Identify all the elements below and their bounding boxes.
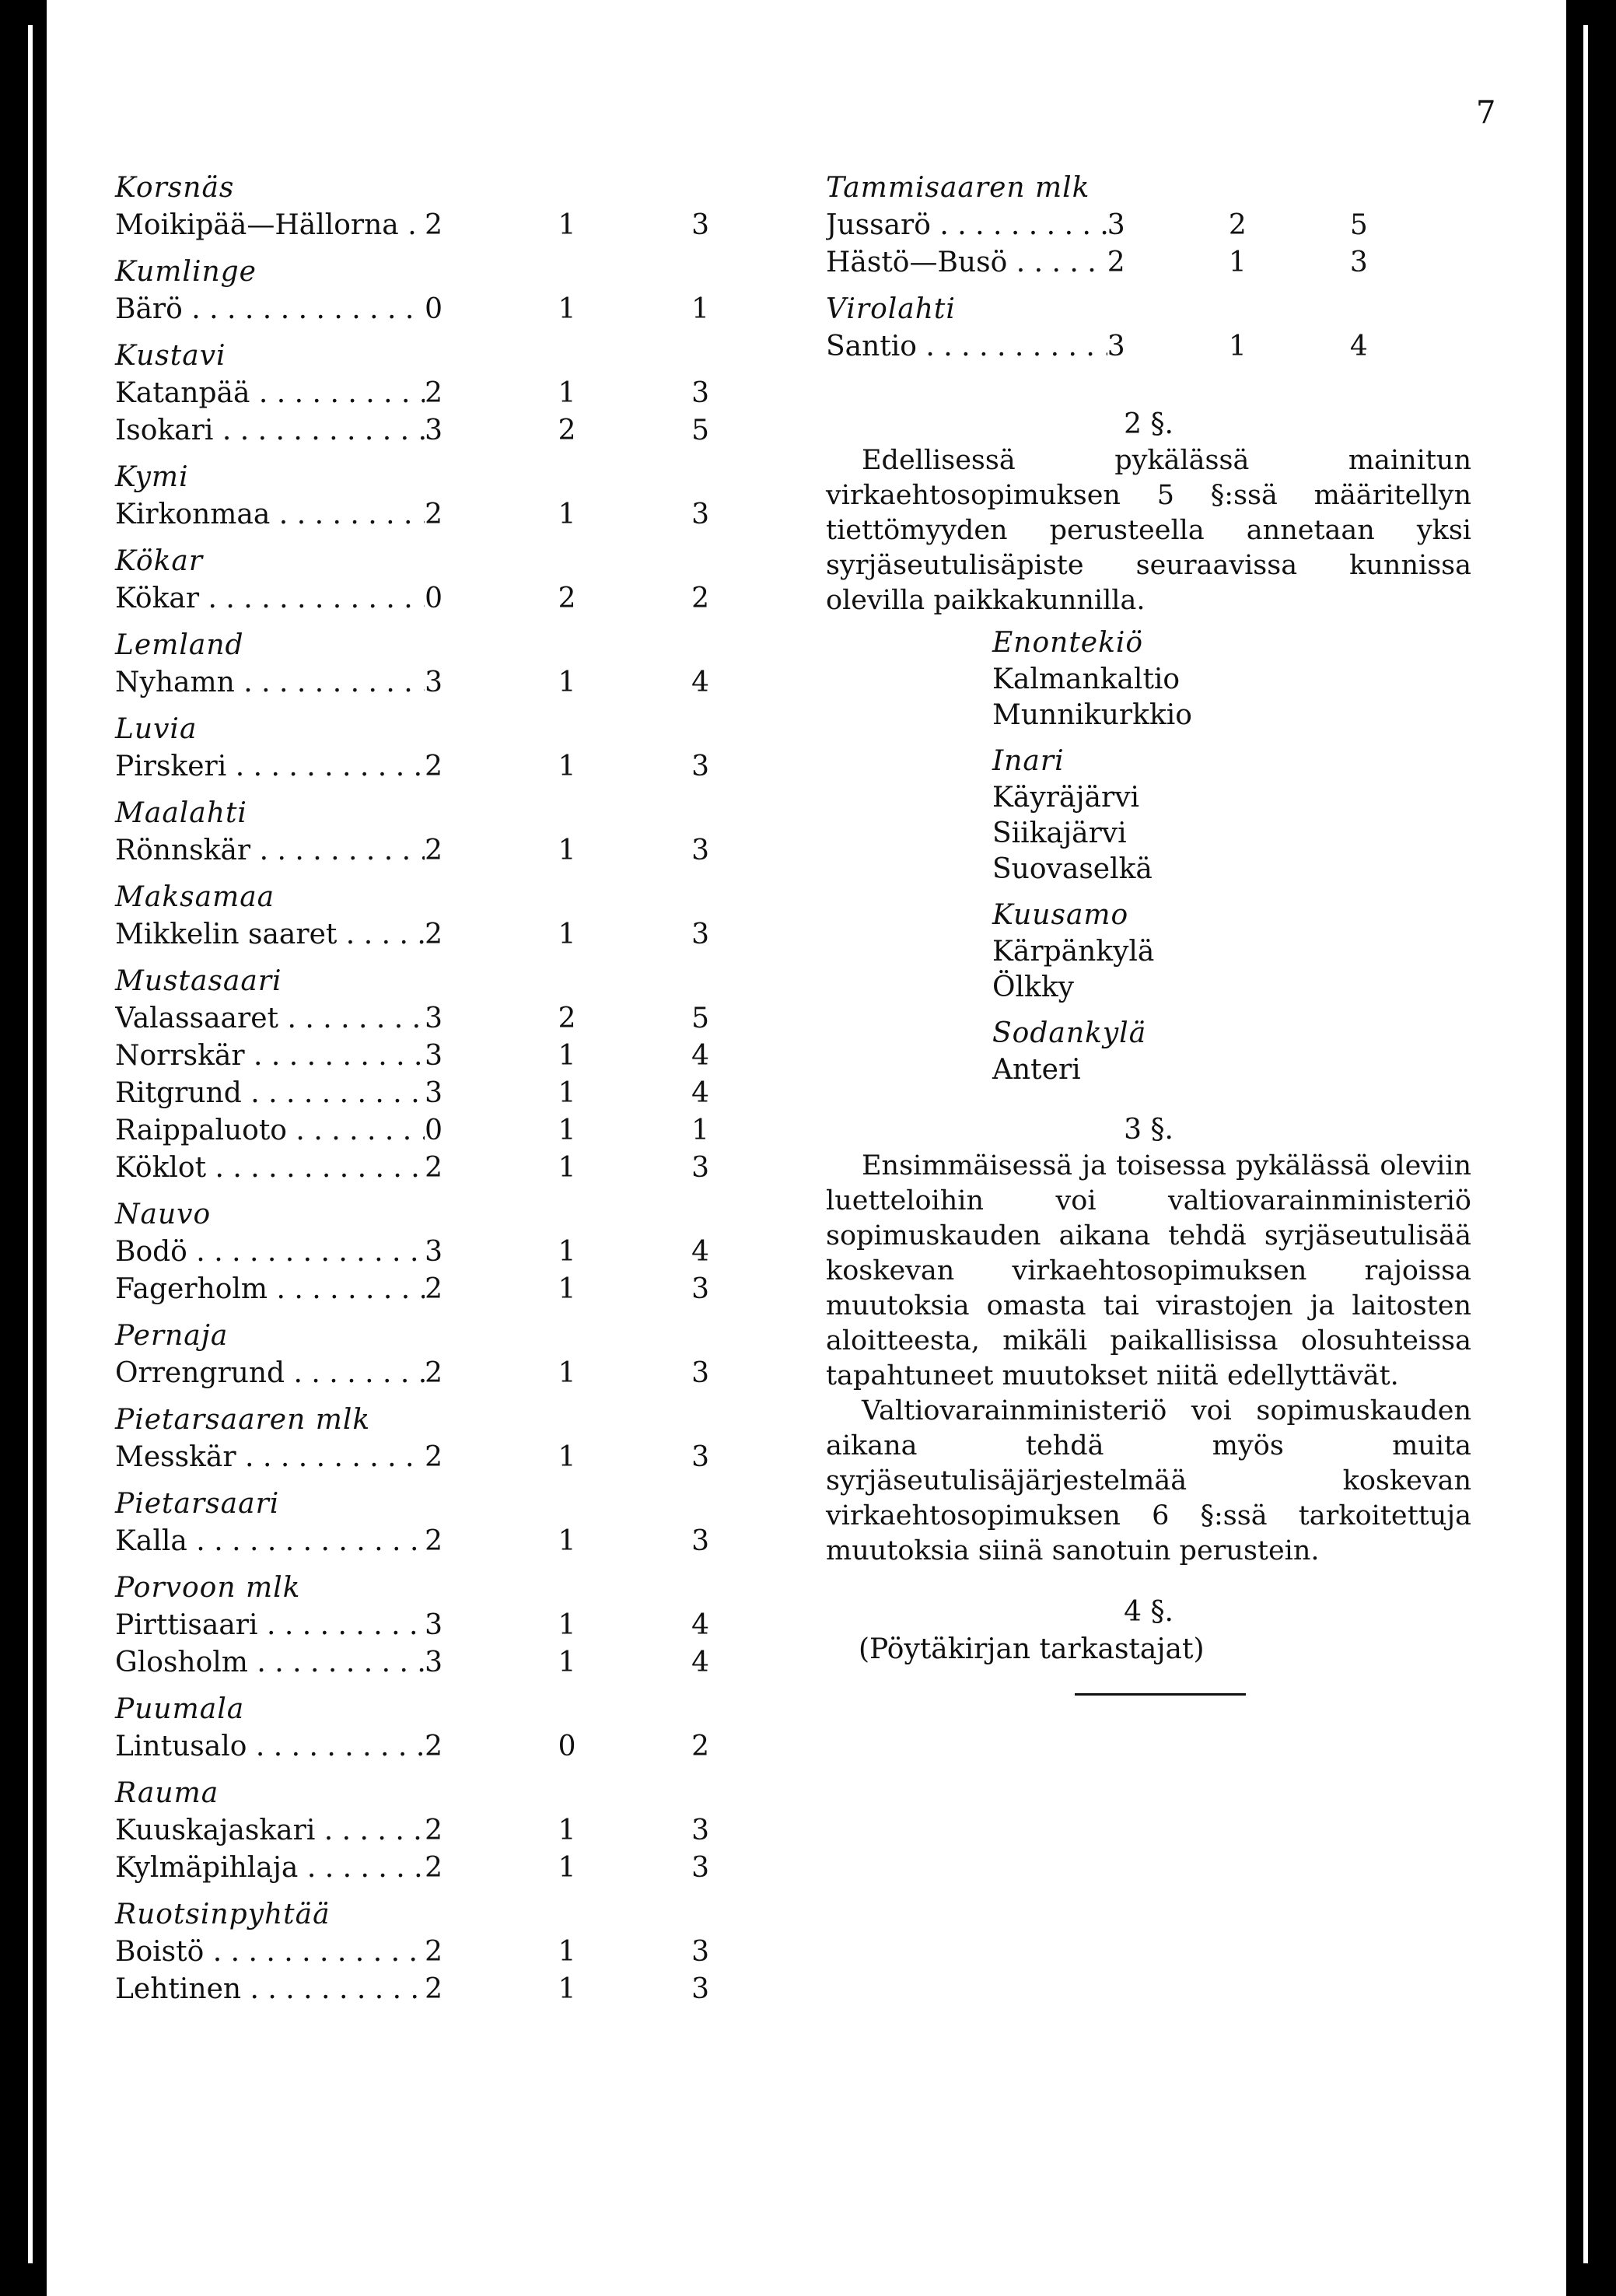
municipality-group bbox=[115, 879, 753, 954]
value-c: 3 bbox=[691, 751, 710, 782]
municipality-name: Kuusamo bbox=[992, 899, 1129, 931]
municipality-name: Kustavi bbox=[115, 340, 226, 372]
municipality-group bbox=[115, 1775, 753, 1887]
value-b: 1 bbox=[558, 1815, 576, 1846]
place-name: Kuuskajaskari . . . bbox=[115, 1812, 425, 1850]
place-name: Lintusalo . . . bbox=[115, 1728, 425, 1766]
municipality-name: Inari bbox=[992, 745, 1065, 777]
section-4-heading: 4 §. bbox=[1124, 1596, 1174, 1628]
municipality-group bbox=[115, 795, 753, 870]
municipality-name: Lemland bbox=[115, 629, 244, 661]
value-b: 1 bbox=[558, 1115, 576, 1146]
places-list bbox=[992, 625, 1471, 1088]
place-name: Jussarö . . . bbox=[826, 207, 1107, 244]
value-b: 1 bbox=[558, 499, 576, 530]
municipality-name: Luvia bbox=[115, 713, 198, 745]
place-name: Hästö—Busö . . . bbox=[826, 244, 1107, 282]
municipality-name: Maalahti bbox=[115, 797, 247, 829]
place-name: Norrskär . . . bbox=[115, 1038, 425, 1075]
municipality-name: Virolahti bbox=[826, 293, 956, 325]
value-c: 3 bbox=[691, 1936, 710, 1968]
value-b: 2 bbox=[1228, 209, 1247, 241]
municipality-group bbox=[115, 1196, 753, 1308]
left-border-stripe bbox=[28, 25, 33, 2263]
municipality-name: Sodankylä bbox=[992, 1017, 1147, 1049]
value-b: 1 bbox=[558, 1357, 576, 1389]
place-name: Kärpänkylä bbox=[992, 936, 1155, 968]
value-c: 3 bbox=[691, 209, 710, 241]
municipality-name: Kymi bbox=[115, 461, 189, 493]
value-a: 2 bbox=[425, 1357, 443, 1389]
table-row bbox=[115, 1112, 753, 1150]
table-row bbox=[115, 1607, 753, 1644]
value-a: 0 bbox=[425, 1115, 443, 1146]
section-3-heading: 3 §. bbox=[1124, 1114, 1174, 1146]
value-c: 3 bbox=[691, 1525, 710, 1557]
table-row bbox=[115, 1728, 753, 1766]
section-3-paragraph-1: Ensimmäisessä ja toisessa pykälässä oleviin luetteloihin voi valtiovarainministeriö sopimuskauden aikana tehdä syrjäseutulisää koskevan virkaehtosopimuksen rajoissa muutoksia omasta tai virastojen ja laitosten aloitteesta, mikäli paikallisissa olosuhteissa tapahtuneet muutokset niitä edellyttävät. bbox=[826, 1150, 1471, 1391]
value-a: 2 bbox=[425, 1273, 443, 1305]
value-b: 1 bbox=[558, 1973, 576, 2005]
municipality-group bbox=[115, 1570, 753, 1682]
table-row bbox=[826, 244, 1471, 282]
municipality-name: Nauvo bbox=[115, 1199, 212, 1230]
right-column bbox=[826, 170, 1471, 1696]
place-name: Munnikurkkio bbox=[992, 699, 1192, 731]
place-name: Kalla . . . bbox=[115, 1523, 425, 1560]
value-b: 1 bbox=[558, 1647, 576, 1678]
place-name: Lehtinen . . . bbox=[115, 1971, 425, 2008]
value-c: 3 bbox=[691, 1852, 710, 1884]
place-name: Nyhamn . . . bbox=[115, 664, 425, 702]
section-2-heading: 2 §. bbox=[1124, 408, 1174, 440]
section-2-text: Edellisessä pykälässä mainitun virkaehtosopimuksen 5 §:ssä määritellyn tiettömyyden perusteella annetaan yksi syrjäseutulisäpiste seuraavissa kunnissa olevilla paikkakunnilla. bbox=[826, 445, 1471, 616]
table-row bbox=[115, 291, 753, 328]
value-a: 2 bbox=[425, 1441, 443, 1473]
table-row bbox=[115, 1038, 753, 1075]
value-b: 0 bbox=[558, 1731, 576, 1762]
table-row bbox=[115, 1812, 753, 1850]
value-a: 3 bbox=[1107, 209, 1125, 241]
value-a: 3 bbox=[425, 1609, 443, 1641]
value-c: 1 bbox=[691, 1115, 710, 1146]
place-name: Ritgrund . . . bbox=[115, 1075, 425, 1112]
value-c: 3 bbox=[1349, 247, 1368, 278]
value-c: 1 bbox=[691, 293, 710, 325]
place-name: Mikkelin saaret . . . bbox=[115, 916, 425, 954]
table-row bbox=[115, 412, 753, 450]
table-row bbox=[115, 1523, 753, 1560]
right-border-stripe bbox=[1583, 25, 1588, 2263]
municipality-group bbox=[826, 291, 1471, 366]
place-name: Bodö . . . bbox=[115, 1234, 425, 1271]
value-a: 3 bbox=[425, 1236, 443, 1268]
table-row bbox=[115, 916, 753, 954]
value-b: 1 bbox=[558, 919, 576, 950]
municipality-group bbox=[115, 254, 753, 328]
place-name: Köklot . . . bbox=[115, 1150, 425, 1187]
municipality-name: Puumala bbox=[115, 1693, 245, 1725]
value-a: 2 bbox=[425, 835, 443, 866]
table-row bbox=[115, 1000, 753, 1038]
place-name: Kirkonmaa . . . bbox=[115, 496, 425, 534]
municipality-group bbox=[115, 1402, 753, 1476]
value-a: 3 bbox=[1107, 331, 1125, 362]
municipality-group bbox=[115, 627, 753, 702]
table-row bbox=[115, 580, 753, 618]
value-a: 3 bbox=[425, 415, 443, 446]
value-a: 2 bbox=[425, 919, 443, 950]
value-a: 2 bbox=[425, 1525, 443, 1557]
value-a: 2 bbox=[425, 751, 443, 782]
table-row bbox=[826, 328, 1471, 366]
place-name: Valassaaret . . . bbox=[115, 1000, 425, 1038]
section-4-text: (Pöytäkirjan tarkastajat) bbox=[859, 1633, 1205, 1665]
municipality-name: Enontekiö bbox=[992, 627, 1144, 659]
table-row bbox=[115, 664, 753, 702]
table-row bbox=[115, 1439, 753, 1476]
value-b: 2 bbox=[558, 1003, 576, 1034]
value-c: 4 bbox=[691, 1236, 710, 1268]
municipality-name: Pernaja bbox=[115, 1320, 229, 1352]
value-a: 0 bbox=[425, 293, 443, 325]
place-name: Ölkky bbox=[992, 971, 1074, 1003]
value-c: 3 bbox=[691, 1973, 710, 2005]
municipality-name: Tammisaaren mlk bbox=[826, 172, 1090, 204]
right-black-border bbox=[1566, 0, 1616, 2296]
municipality-name: Ruotsinpyhtää bbox=[115, 1899, 331, 1930]
table-row bbox=[826, 207, 1471, 244]
municipality-group bbox=[826, 170, 1471, 282]
municipality-name: Kumlinge bbox=[115, 256, 257, 288]
value-a: 2 bbox=[425, 1973, 443, 2005]
left-black-border bbox=[0, 0, 47, 2296]
place-name: Santio . . . bbox=[826, 328, 1107, 366]
municipality-group bbox=[115, 543, 753, 618]
value-a: 3 bbox=[425, 1003, 443, 1034]
place-name: Kalmankaltio bbox=[992, 663, 1181, 695]
place-name: Katanpää . . . bbox=[115, 375, 425, 412]
value-c: 2 bbox=[691, 1731, 710, 1762]
municipality-name: Pietarsaaren mlk bbox=[115, 1404, 371, 1436]
value-c: 3 bbox=[691, 377, 710, 409]
table-row bbox=[115, 1271, 753, 1308]
value-c: 3 bbox=[691, 499, 710, 530]
value-a: 2 bbox=[425, 1936, 443, 1968]
municipality-name: Mustasaari bbox=[115, 965, 282, 997]
value-c: 4 bbox=[691, 667, 710, 698]
table-row bbox=[115, 375, 753, 412]
place-name: Bärö . . . bbox=[115, 291, 425, 328]
municipality-group bbox=[115, 963, 753, 1187]
table-row bbox=[115, 1850, 753, 1887]
value-a: 3 bbox=[425, 1077, 443, 1109]
value-c: 3 bbox=[691, 835, 710, 866]
value-b: 1 bbox=[558, 1077, 576, 1109]
value-b: 1 bbox=[558, 667, 576, 698]
municipality-group bbox=[115, 1691, 753, 1766]
table-row bbox=[115, 1971, 753, 2008]
value-c: 3 bbox=[691, 1357, 710, 1389]
value-c: 4 bbox=[1349, 331, 1368, 362]
value-a: 2 bbox=[425, 209, 443, 241]
place-name: Siikajärvi bbox=[992, 817, 1127, 849]
value-a: 2 bbox=[1107, 247, 1125, 278]
value-c: 3 bbox=[691, 919, 710, 950]
value-b: 1 bbox=[558, 1441, 576, 1473]
municipality-name: Pietarsaari bbox=[115, 1488, 280, 1520]
value-b: 1 bbox=[1228, 247, 1247, 278]
table-row bbox=[115, 1075, 753, 1112]
value-c: 3 bbox=[691, 1152, 710, 1184]
table-row bbox=[115, 1644, 753, 1682]
table-row bbox=[115, 832, 753, 870]
value-a: 2 bbox=[425, 377, 443, 409]
municipality-group bbox=[115, 338, 753, 450]
value-a: 3 bbox=[425, 1647, 443, 1678]
municipality-name: Porvoon mlk bbox=[115, 1572, 301, 1604]
value-c: 4 bbox=[691, 1040, 710, 1072]
municipality-name: Rauma bbox=[115, 1777, 219, 1809]
value-c: 2 bbox=[691, 583, 710, 614]
value-a: 2 bbox=[425, 1152, 443, 1184]
table-row bbox=[115, 1150, 753, 1187]
place-name: Käyräjärvi bbox=[992, 782, 1140, 814]
place-name: Orrengrund . . . bbox=[115, 1355, 425, 1392]
value-c: 5 bbox=[1349, 209, 1368, 241]
place-name: Isokari . . . bbox=[115, 412, 425, 450]
value-b: 1 bbox=[558, 209, 576, 241]
place-name: Kylmäpihlaja . . . bbox=[115, 1850, 425, 1887]
value-a: 2 bbox=[425, 1731, 443, 1762]
place-name: Anteri bbox=[992, 1054, 1081, 1086]
value-b: 2 bbox=[558, 583, 576, 614]
value-b: 1 bbox=[558, 1273, 576, 1305]
value-b: 1 bbox=[558, 1525, 576, 1557]
value-b: 1 bbox=[558, 1236, 576, 1268]
place-name: Kökar . . . bbox=[115, 580, 425, 618]
value-b: 1 bbox=[558, 1609, 576, 1641]
value-c: 3 bbox=[691, 1273, 710, 1305]
municipality-group bbox=[115, 711, 753, 786]
value-a: 3 bbox=[425, 667, 443, 698]
value-a: 2 bbox=[425, 1815, 443, 1846]
value-b: 1 bbox=[558, 377, 576, 409]
value-b: 1 bbox=[558, 1152, 576, 1184]
place-name: Rönnskär . . . bbox=[115, 832, 425, 870]
place-name: Messkär . . . bbox=[115, 1439, 425, 1476]
value-c: 4 bbox=[691, 1609, 710, 1641]
table-row bbox=[115, 496, 753, 534]
value-b: 1 bbox=[558, 1936, 576, 1968]
value-b: 1 bbox=[558, 293, 576, 325]
place-name: Raippaluoto . . . bbox=[115, 1112, 425, 1150]
value-c: 3 bbox=[691, 1815, 710, 1846]
table-row bbox=[115, 207, 753, 244]
value-b: 1 bbox=[558, 1852, 576, 1884]
value-c: 5 bbox=[691, 1003, 710, 1034]
municipality-group bbox=[115, 170, 753, 244]
place-name: Fagerholm . . . bbox=[115, 1271, 425, 1308]
place-name: Glosholm . . . bbox=[115, 1644, 425, 1682]
right-column-table bbox=[826, 170, 1471, 366]
place-name: Pirttisaari . . . bbox=[115, 1607, 425, 1644]
page-number: 7 bbox=[1476, 95, 1496, 131]
section-3-paragraph-2: Valtiovarainministeriö voi sopimuskauden aikana tehdä myös muita syrjäseutulisäjärjestelmää koskevan virkaehtosopimuksen 6 §:ssä tarkoitettuja muutoksia siinä sanotuin perustein. bbox=[826, 1395, 1471, 1566]
municipality-group bbox=[115, 1896, 753, 2008]
value-b: 2 bbox=[558, 415, 576, 446]
value-c: 5 bbox=[691, 415, 710, 446]
value-c: 3 bbox=[691, 1441, 710, 1473]
left-column-table bbox=[115, 170, 753, 2008]
municipality-name: Korsnäs bbox=[115, 172, 235, 204]
value-a: 3 bbox=[425, 1040, 443, 1072]
value-b: 1 bbox=[558, 835, 576, 866]
value-a: 2 bbox=[425, 1852, 443, 1884]
municipality-group bbox=[115, 1486, 753, 1560]
table-row bbox=[115, 748, 753, 786]
place-name: Pirskeri . . . bbox=[115, 748, 425, 786]
place-name: Moikipää—Hällorna . . . bbox=[115, 207, 425, 244]
table-row bbox=[115, 1934, 753, 1971]
value-b: 1 bbox=[558, 1040, 576, 1072]
value-c: 4 bbox=[691, 1647, 710, 1678]
municipality-name: Kökar bbox=[115, 545, 204, 577]
municipality-group bbox=[115, 1318, 753, 1392]
value-b: 1 bbox=[558, 751, 576, 782]
municipality-group bbox=[115, 459, 753, 534]
value-a: 2 bbox=[425, 499, 443, 530]
value-b: 1 bbox=[1228, 331, 1247, 362]
place-name: Suovaselkä bbox=[992, 853, 1153, 885]
municipality-name: Maksamaa bbox=[115, 881, 275, 913]
table-row bbox=[115, 1355, 753, 1392]
signature-line bbox=[1075, 1693, 1246, 1696]
value-a: 0 bbox=[425, 583, 443, 614]
value-c: 4 bbox=[691, 1077, 710, 1109]
place-name: Boistö . . . bbox=[115, 1934, 425, 1971]
table-row bbox=[115, 1234, 753, 1271]
